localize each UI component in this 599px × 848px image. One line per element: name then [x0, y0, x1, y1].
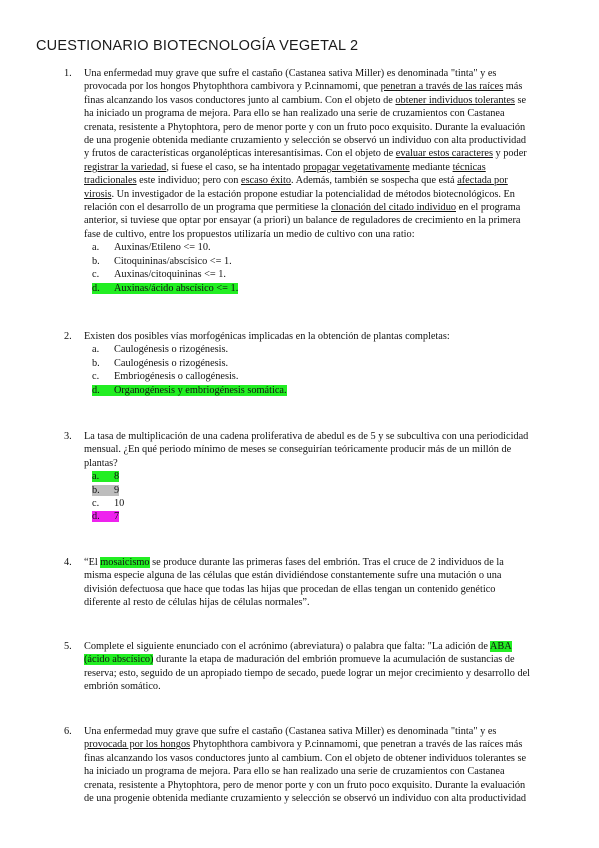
question-4: 4. “El mosaicismo se produce durante las primeras fases del embrión. Tras el cruce de 2 individuos de la misma especie alguna de las células que están dividiéndose constantemente sufre una mutación o una división defectuosa que hace que todas las hijas que procedan de ellas tengan un contenido genético diferente al resto de células hijas de células normales”.	[64, 556, 564, 610]
question-5: 5. Complete el siguiente enunciado con el acrónimo (abreviatura) o palabra que falta: "La adición de ABA (ácido abscísico) durante la etapa de maduración del embrión promueve la acumulación de sustancias de reserva; esto, seguido de un apropiado tiempo de secado, puede lograr un mejor crecimiento y desarrollo del embrión somático.	[64, 640, 564, 694]
answer-option-c[interactable]: c. 10	[92, 498, 125, 510]
question-number: 3.	[64, 431, 72, 442]
answer-option-a[interactable]: a. Caulogénesis o rizogénesis.	[92, 344, 229, 356]
answer-option-a-highlighted[interactable]: a. 8	[92, 471, 120, 483]
answer-option-b[interactable]: b. Caulogénesis o rizogénesis.	[92, 357, 229, 369]
question-number: 1.	[64, 68, 72, 79]
question-text: La tasa de multiplicación de una cadena proliferativa de abedul es de 5 y se subcultiva con una periodicidad	[84, 431, 529, 442]
answer-option-b-highlighted[interactable]: b. 9	[92, 484, 120, 496]
answer-highlight: ABA	[489, 641, 512, 652]
document-title: CUESTIONARIO BIOTECNOLOGÍA VEGETAL 2	[36, 38, 359, 54]
answer-option-d-highlighted[interactable]: d. 7	[92, 511, 120, 523]
question-text: Una enfermedad muy grave que sufre el castaño (Castanea sativa Miller) es denominada "tinta" y es	[84, 68, 497, 79]
answer-highlight: (ácido abscísico)	[84, 654, 154, 666]
question-6: 6. Una enfermedad muy grave que sufre el castaño (Castanea sativa Miller) es denominada "tinta" y es provocada por los hongos Phytophthora cambivora y P.cinnamomi, que penetran a través de las raíces más finas alcanzando los vasos conductores junto al cambium. Con el objeto de obtener individuos tolerantes se ha iniciado un programa de mejora. Para ello se han realizado una serie de cruzamientos con Castanea crenata, resistente a Phytophtora, pero de menor porte y con un fruto poco exquisito. Durante la evaluación de una progenie obtenida mediante cruzamiento y selección se observó un individuo con alta productividad	[64, 725, 564, 805]
question-1: 1. Una enfermedad muy grave que sufre el castaño (Castanea sativa Miller) es denominada "tinta" y es provocada por los hongos Phytophthora cambivora y P.cinnamomi, que penetran a través de las raíces más finas alcanzando los vasos conductores junto al cambium. Con el objeto de obtener individuos tolerantes se ha iniciado un programa de mejora. Para ello se han realizado una serie de cruzamientos con Castanea crenata, resistente a Phytophtora, pero de menor porte y con un fruto poco exquisito. Durante la evaluación de una progenie obtenida mediante cruzamiento y selección se observó un individuo con alta productividad y frutos de características organolépticas interesantísimas. Con el objeto de evaluar estos caracteres y poder registrar la variedad, si fuese el caso, se ha intentado propagar vegetativamente mediante técnicas tradicionales este individuo; pero con escaso éxito. Además, también se sospecha que está afectada por virosis. Un investigador de la estación propone estudiar la potencialidad de métodos biotecnológicos. En relación con el desarrollo de un programa que permitiese la clonación del citado individuo en el programa anterior, si tuviese que optar por ensayar (a priori) un balance de reguladores de crecimiento en la primera fase de cultivo, entre los propuestos utilizaría un medio de cultivo con una ratio: a. Auxinas/Etileno <= 10. b. Citoquininas/abscísico <= 1. c. Auxinas/citoquininas <= 1. d. Auxinas/ácido abscísico <= 1.	[64, 67, 564, 295]
question-number: 6.	[64, 726, 72, 737]
question-number: 5.	[64, 641, 72, 652]
answer-option-a[interactable]: a. Auxinas/Etileno <= 10.	[92, 242, 211, 254]
answer-highlight: mosaicismo	[100, 557, 150, 568]
answer-option-d-highlighted[interactable]: d. Organogénesis y embriogénesis somática.	[92, 384, 287, 396]
question-number: 4.	[64, 557, 72, 568]
question-number: 2.	[64, 331, 72, 342]
answer-option-c[interactable]: c. Embriogénesis o callogénesis.	[92, 371, 239, 383]
question-3: 3. La tasa de multiplicación de una cadena proliferativa de abedul es de 5 y se subcultiva con una periodicidad mensual. ¿En qué periodo mínimo de meses se conseguirían teóricamente producir más de un millón de plantas? a. 8 b. 9 c. 10 d. 7	[64, 430, 564, 524]
question-text: Complete el siguiente enunciado con el acrónimo (abreviatura) o palabra que falta: "La adición de ABA	[84, 641, 512, 652]
question-2	[64, 330, 564, 397]
answer-option-b[interactable]: b. Citoquininas/abscísico <= 1.	[92, 255, 232, 267]
question-text: “El mosaicismo se produce durante las primeras fases del embrión. Tras el cruce de 2 individuos de la	[84, 557, 504, 568]
answer-option-c[interactable]: c. Auxinas/citoquininas <= 1.	[92, 269, 226, 281]
answer-option-d-highlighted[interactable]: d. Auxinas/ácido abscísico <= 1.	[92, 282, 239, 294]
question-text: Existen dos posibles vías morfogénicas implicadas en la obtención de plantas completas:	[84, 331, 450, 342]
question-text: Una enfermedad muy grave que sufre el castaño (Castanea sativa Miller) es denominada "tinta" y es	[84, 726, 497, 737]
